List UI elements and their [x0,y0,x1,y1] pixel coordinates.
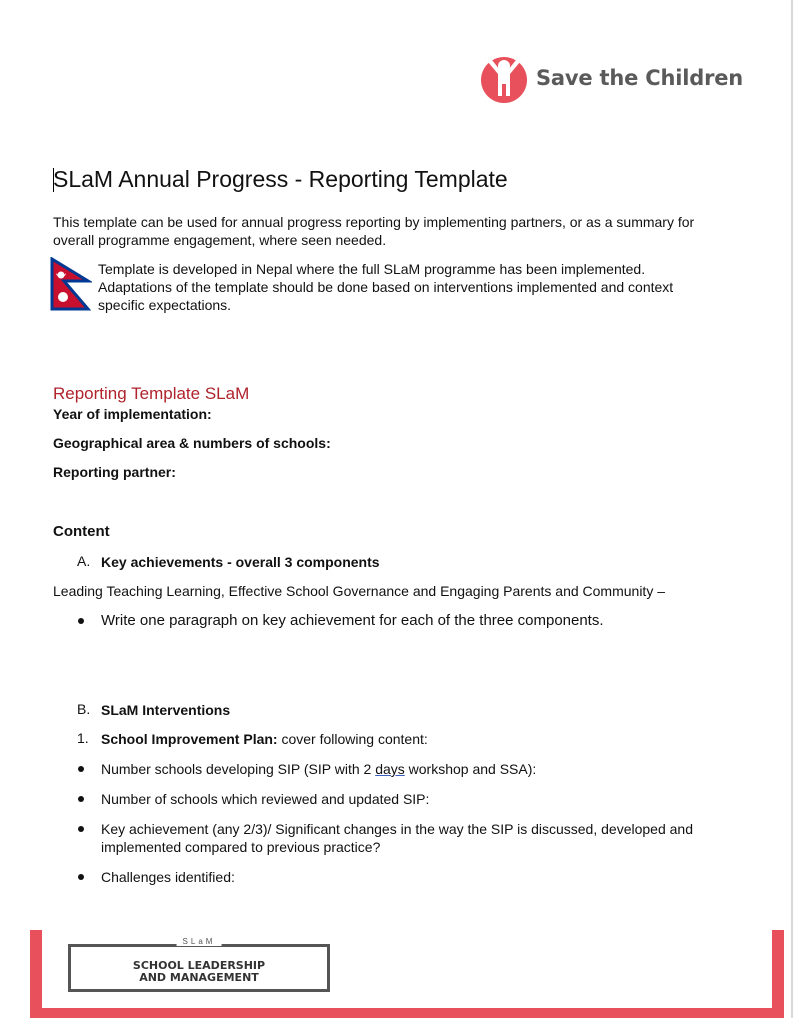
slam-logo-text [71,960,327,984]
footer-band-right [772,930,784,1018]
nepal-flag-icon [50,257,92,316]
slam-line-2: AND MANAGEMENT [139,971,259,984]
bullet [78,874,84,880]
section-a-label[interactable]: Key achievements - overall 3 components [101,554,380,570]
footer-band [30,930,784,1018]
list-marker-1: 1. [77,730,89,746]
content-heading[interactable]: Content [53,523,110,540]
components-line[interactable]: Leading Teaching Learning, Effective School Governance and Engaging Parents and Community – [53,583,666,599]
sip-bullet-3[interactable]: Key achievement (any 2/3)/ Significant changes in the way the SIP is discussed, developed and implemented compared to previous practice? [101,821,693,855]
footer-band-left [30,930,42,1018]
sip-bullet-1-post: workshop and SSA): [404,761,537,777]
bullet [78,796,84,802]
slam-small-label: SLaM [177,937,222,946]
footer-band-bottom [30,1008,784,1018]
flag-note-paragraph[interactable]: Template is developed in Nepal where the full SLaM programme has been implemented. Adaptations of the template should be done based on interventions implemented and context specific expectations. [98,261,674,313]
sip-bullet-2[interactable]: Number of schools which reviewed and updated SIP: [101,791,430,807]
slam-logo [68,937,330,992]
sip-bullet-1-pre: Number schools developing SIP (SIP with 2 [101,761,376,777]
list-marker-a: A. [77,553,91,569]
a-bullet-text[interactable]: Write one paragraph on key achievement for each of the three components. [101,612,604,629]
spellcheck-underlined-word[interactable]: days [375,761,405,777]
field-year[interactable]: Year of implementation: [53,406,212,422]
item-1-line[interactable] [101,730,428,748]
save-the-children-logo [480,52,743,104]
intro-paragraph[interactable]: This template can be used for annual progress reporting by implementing partners, or as a summary for overall programme engagement, where seen needed. [53,214,695,248]
section-heading[interactable]: Reporting Template SLaM [53,384,250,403]
sip-bullet-4[interactable]: Challenges identified: [101,869,235,885]
list-marker-b: B. [77,701,91,717]
bullet [78,766,84,772]
sip-bullet-1[interactable] [101,760,536,778]
logo-text: Save the Children [536,66,744,90]
item-1-label: School Improvement Plan: [101,731,278,747]
page-title[interactable]: SLaM Annual Progress - Reporting Template [53,166,508,192]
item-1-text: cover following content: [277,731,428,747]
bullet [78,618,84,624]
field-geographical-area[interactable]: Geographical area & numbers of schools: [53,435,331,451]
child-figure-icon [480,52,528,104]
bullet [78,826,84,832]
slam-line-1: SCHOOL LEADERSHIP [132,959,266,972]
field-reporting-partner[interactable]: Reporting partner: [53,464,176,480]
section-b-label[interactable]: SLaM Interventions [101,702,231,718]
